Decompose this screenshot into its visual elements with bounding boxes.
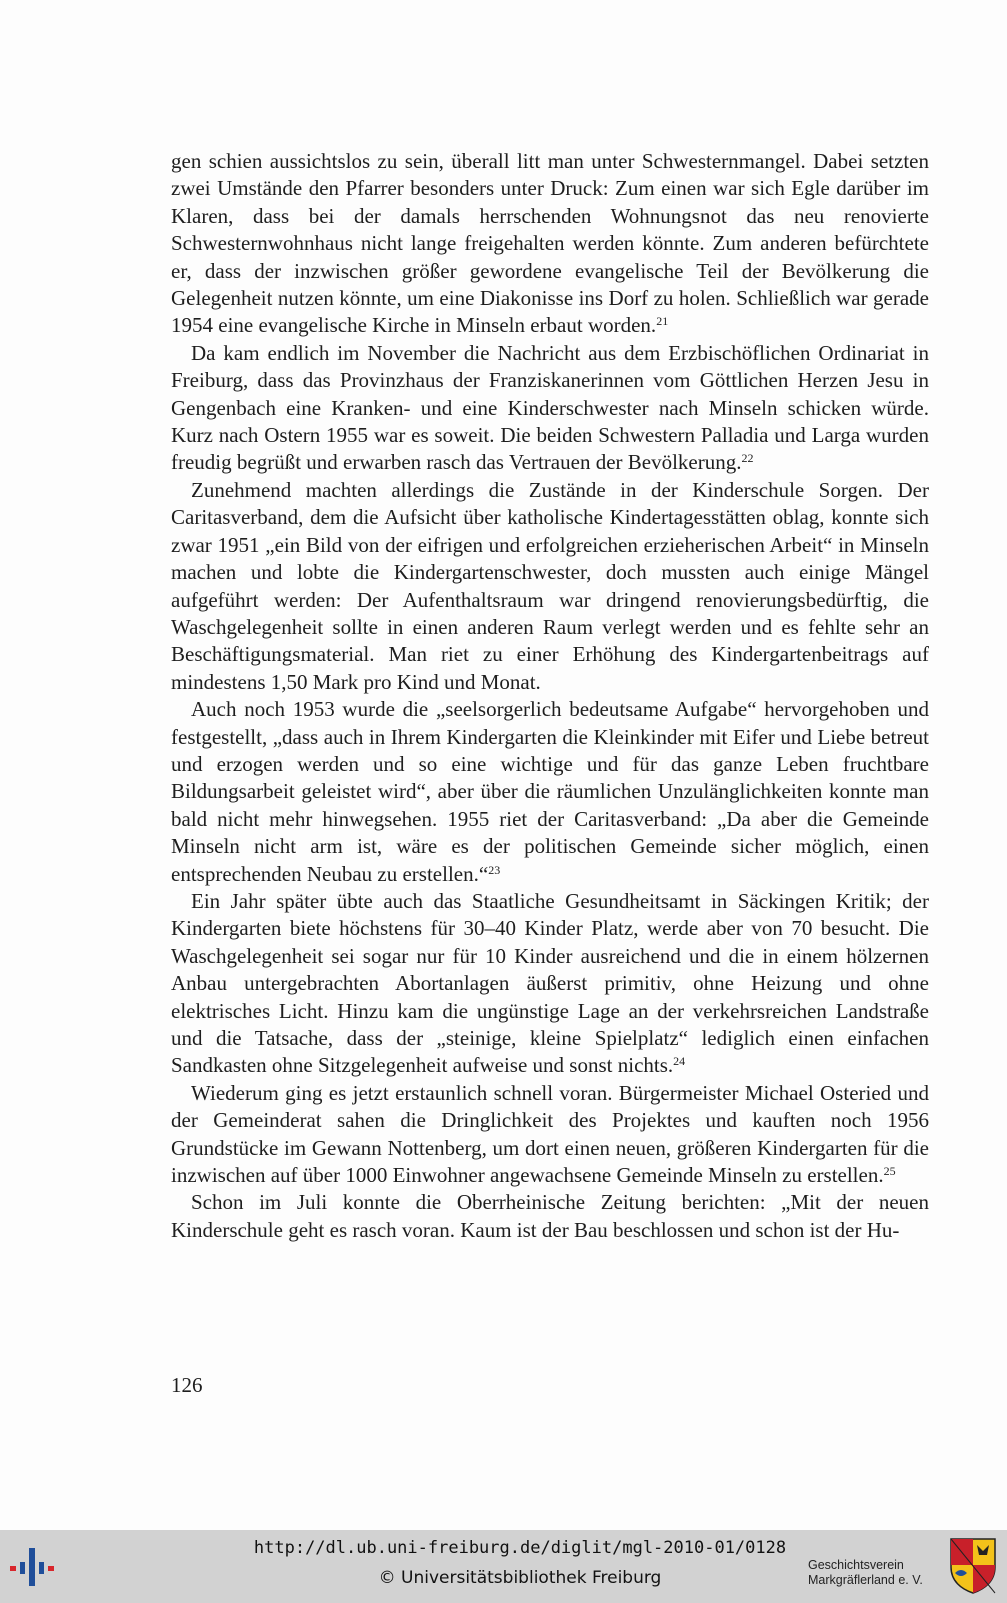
coat-of-arms-icon — [949, 1537, 997, 1595]
paragraph-text: gen schien aussichtslos zu sein, überall litt man unter Schwesternmangel. Dabei setzten zwei Umstände den Pfarrer besonders unter Druck: Zum einen war sich Egle darüber im Klaren, dass bei der damals herrschenden Wohnungsnot das neu renovierte Schwesternwohnhaus nicht lange freigehalten werden könnte. Zum anderen befürchtete er, dass der inzwischen größer gewordene evangelische Teil der Bevölkerung die Gelegenheit nutzen könnte, um eine Diakonisse ins Dorf zu holen. Schließlich war gerade 1954 eine evangelische Kirche in Minseln erbaut worden. — [171, 149, 929, 338]
footnote-marker: 24 — [673, 1054, 686, 1069]
society-name-line1: Geschichtsverein — [808, 1558, 904, 1572]
paragraph — [171, 696, 929, 888]
paragraph — [171, 477, 929, 696]
paragraph-text: Da kam endlich im November die Nachricht aus dem Erzbischöflichen Ordinariat in Freiburg, dass das Provinzhaus der Franziskanerinnen vom Göttlichen Herzen Jesu in Gengenbach eine Kranken- und eine Kinderschwester nach Minseln schicken würde. Kurz nach Ostern 1955 war es soweit. Die beiden Schwestern Palladia und Larga wurden freudig begrüßt und erwarben rasch das Vertrauen der Bevölkerung. — [171, 340, 929, 475]
footnote-marker: 23 — [488, 862, 501, 877]
library-logo-icon — [10, 1544, 62, 1590]
paragraph-text: Wiederum ging es jetzt erstaunlich schnell voran. Bürgermeister Michael Osteried und der Gemeinderat sahen die Dringlichkeit des Projektes und kauften noch 1956 Grundstücke im Gewann Nottenberg, um dort einen neuen, größeren Kindergarten für die inzwischen auf über 1000 Einwohner angewachsene Gemeinde Minseln zu erstellen. — [171, 1080, 929, 1188]
footer-url-link[interactable]: http://dl.ub.uni-freiburg.de/diglit/mgl-2010-01/0128 — [253, 1538, 787, 1558]
footnote-marker: 21 — [656, 314, 669, 329]
body-text — [171, 148, 929, 1244]
paragraph — [171, 1080, 929, 1190]
paragraph-text: Ein Jahr später übte auch das Staatliche Gesundheitsamt in Säckingen Kritik; der Kindergarten biete höchstens für 30–40 Kinder Platz, werde aber von 70 besucht. Die Waschgelegenheit sei sogar nur für 10 Kinder ausreichend und die in einem hölzernen Anbau untergebrachten Abortanlagen äußerst primitiv, ohne Heizung und ohne elektrisches Licht. Hinzu kam die ungünstige Lage an der verkehrsreichen Landstraße und die Tatsache, dass der „steinige, kleine Spielplatz“ lediglich einen einfachen Sandkasten ohne Sitzgelegenheit aufweise und sonst nichts. — [171, 888, 929, 1078]
footer-bar — [0, 1530, 1007, 1603]
paragraph-text: Auch noch 1953 wurde die „seelsorgerlich bedeutsame Aufgabe“ hervorgehoben und festgestellt, „dass auch in Ihrem Kindergarten die Kleinkinder mit Eifer und Liebe betreut und erzogen werden und so eine wichtige und für das ganze Leben fruchtbare Bildungsarbeit geleistet wird“, aber über die räumlichen Unzulänglichkeiten konnte man bald nicht mehr hinwegsehen. 1955 riet der Caritasverband: „Da aber die Gemeinde Minseln nicht arm ist, wäre es der politischen Gemeinde sicher möglich, einen entsprechenden Neubau zu erstellen.“ — [171, 697, 929, 886]
footnote-marker: 22 — [741, 451, 754, 466]
society-name — [808, 1558, 938, 1588]
paragraph — [171, 1189, 929, 1244]
paragraph — [171, 888, 929, 1080]
paragraph — [171, 148, 929, 340]
society-name-line2: Markgräflerland e. V. — [808, 1573, 923, 1587]
footer-copyright: © Universitätsbibliothek Freiburg — [378, 1568, 662, 1588]
paragraph-text: Zunehmend machten allerdings die Zustände in der Kinderschule Sorgen. Der Caritasverband, dem die Aufsicht über katholische Kindertagesstätten oblag, konnte sich zwar 1951 „ein Bild von der eifrigen und erfolgreichen erzieherischen Arbeit“ in Minseln machen und lobte die Kindergartenschwester, doch mussten auch einige Mängel aufgeführt werden: Der Aufenthaltsraum war dringend renovierungsbedürftig, die Waschgelegenheit sollte in einen anderen Raum verlegt werden und es fehlte sehr an Beschäftigungsmaterial. Man riet zu einer Erhöhung des Kindergartenbeitrags auf mindestens 1,50 Mark pro Kind und Monat. — [171, 477, 929, 694]
page-number: 126 — [171, 1373, 203, 1397]
paragraph-text: Schon im Juli konnte die Oberrheinische Zeitung berichten: „Mit der neuen Kinderschule geht es rasch voran. Kaum ist der Bau beschlossen und schon ist der Hu- — [171, 1190, 929, 1242]
paragraph — [171, 340, 929, 477]
footnote-marker: 25 — [883, 1164, 896, 1179]
